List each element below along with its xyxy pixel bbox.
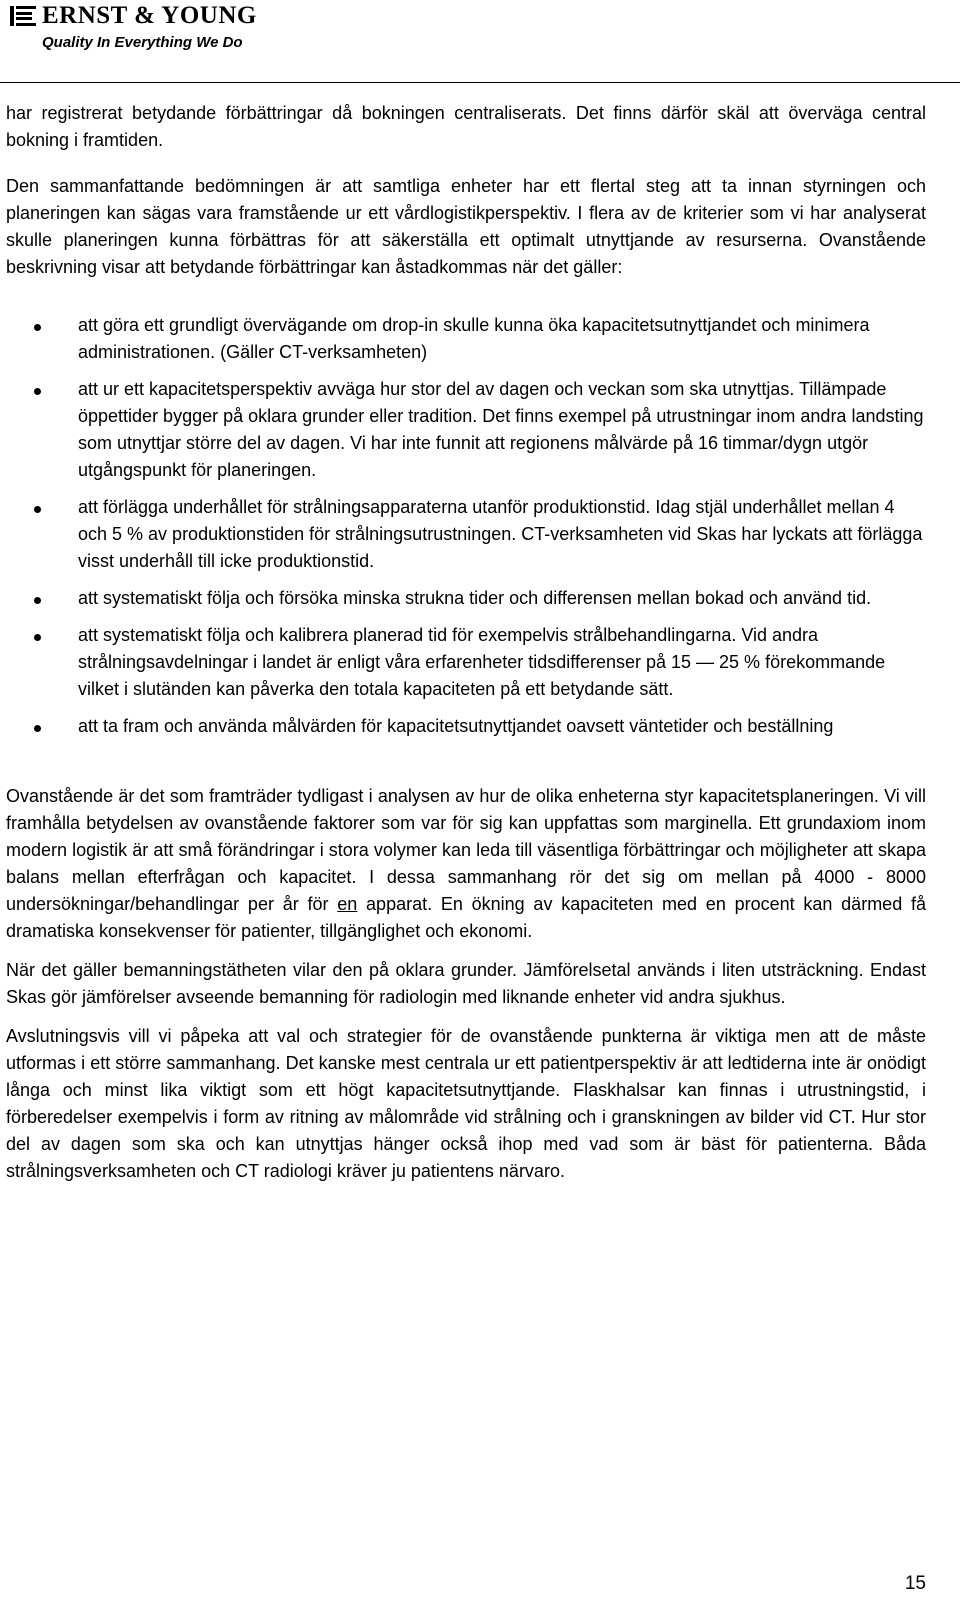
paragraph-2: Den sammanfattande bedömningen är att samtliga enheter har ett flertal steg att ta innan styrningen och planeringen kan sägas vara framstående ur ett vårdlogistikperspektiv. I flera av de kriterier som vi har analyserat skulle planeringen kunna förbättras för att säkerställa ett optimalt utnyttjande av resurserna. Ovanstående beskrivning visar att betydande förbättringar kan åstadkommas när det gäller: (6, 176, 926, 277)
bullet-icon (34, 597, 41, 604)
findings-list (6, 312, 926, 740)
bullet-icon (34, 634, 41, 641)
paragraph-4: När det gäller bemanningstätheten vilar den på oklara grunder. Jämförelsetal används i liten utsträckning. Endast Skas gör jämförelser avseende bemanning för radiologin med liknande enheter vid andra sjukhus. (6, 960, 926, 1007)
list-item-text: att ta fram och använda målvärden för kapacitetsutnyttjandet oavsett väntetider och beställning (78, 716, 834, 736)
emphasis-underline: en (337, 894, 358, 914)
paragraph-5: Avslutningsvis vill vi påpeka att val och strategier för de ovanstående punkterna är viktiga men att de måste utformas i ett större sammanhang. Det kanske mest centrala ur ett patientperspektiv är att ledtiderna inte är onödigt långa och minst lika viktigt som ett högt kapacitetsutnyttjande. Flaskhalsar kan finnas i utrustningstid, i förberedelser exempelvis i form av ritning av målområde vid strålning och i granskningen av bilder vid CT. Hur stor del av dagen som ska och kan utnyttjas hänger också ihop med vad som är bäst för patienterna. Båda strålningsverksamheten och CT radiologi kräver ju patientens närvaro. (6, 1026, 926, 1181)
paragraph-3-text-b: apparat. En ökning av kapaciteten med en procent kan därmed få dramatiska konsekvenser för patienter, tillgänglighet och ekonomi. (6, 894, 926, 941)
list-item (6, 622, 926, 703)
list-item (6, 376, 926, 484)
bullet-icon (34, 725, 41, 732)
list-item (6, 312, 926, 366)
paragraph-3 (6, 783, 926, 945)
page-number: 15 (904, 1573, 926, 1594)
paragraph-1: har registrerat betydande förbättringar då bokningen centraliserats. Det finns därför skäl att överväga central bokning i framtiden. (6, 103, 926, 150)
list-item-text: att göra ett grundligt övervägande om drop-in skulle kunna öka kapacitetsutnyttjandet och minimera administrationen. (Gäller CT-verksamheten) (78, 315, 870, 362)
bullet-icon (34, 324, 41, 331)
paragraph-3-text-a: Ovanstående är det som framträder tydligast i analysen av hur de olika enheterna styr kapacitetsplaneringen. Vi vill framhålla betydelsen av ovanstående faktorer som var för sig kan uppfattas som marginella. Ett grundaxiom inom modern logistik är att små förändringar i stora volymer kan leda till väsentliga förbättringar och möjligheter att skapa balans mellan efterfrågan och kapacitet. I dessa sammanhang rör det sig om mellan på 4000 - 8000 undersökningar/behandlingar per år för (6, 786, 926, 914)
list-item-text: att systematiskt följa och kalibrera planerad tid för exempelvis strålbehandlingarna. Vid andra strålningsavdelningar i landet är enligt våra erfarenheter tidsdifferenser på 15 — 25 % förekommande vilket i slutänden kan påverka den totala kapaciteten på ett betydande sätt. (78, 625, 886, 699)
page-header (6, 0, 406, 60)
list-item (6, 713, 926, 740)
list-item-text: att förlägga underhållet för strålningsapparaterna utanför produktionstid. Idag stjäl underhållet mellan 4 och 5 % av produktionstiden för strålningsutrustningen. CT-verksamheten vid Skas har lyckats att förlägga visst underhåll till icke produktionstid. (78, 497, 923, 571)
document-body (6, 100, 926, 1185)
list-item-text: att systematiskt följa och försöka minska strukna tider och differensen mellan bokad och använd tid. (78, 588, 872, 608)
list-item (6, 494, 926, 575)
ey-logo-icon (10, 4, 36, 28)
list-item-text: att ur ett kapacitetsperspektiv avväga hur stor del av dagen och veckan som ska utnyttjas. Tillämpade öppettider bygger på oklara grunder eller tradition. Det finns exempel på utrustningar inom andra landsting som utnyttjar större del av dagen. Vi har inte funnit att regionens målvärde på 16 timmar/dygn utgör utgångspunkt för planeringen. (78, 379, 924, 480)
company-name: ERNST & YOUNG (42, 2, 257, 29)
bullet-icon (34, 388, 41, 395)
list-item (6, 585, 926, 612)
company-tagline: Quality In Everything We Do (42, 34, 243, 51)
bullet-icon (34, 506, 41, 513)
header-divider (0, 82, 960, 83)
